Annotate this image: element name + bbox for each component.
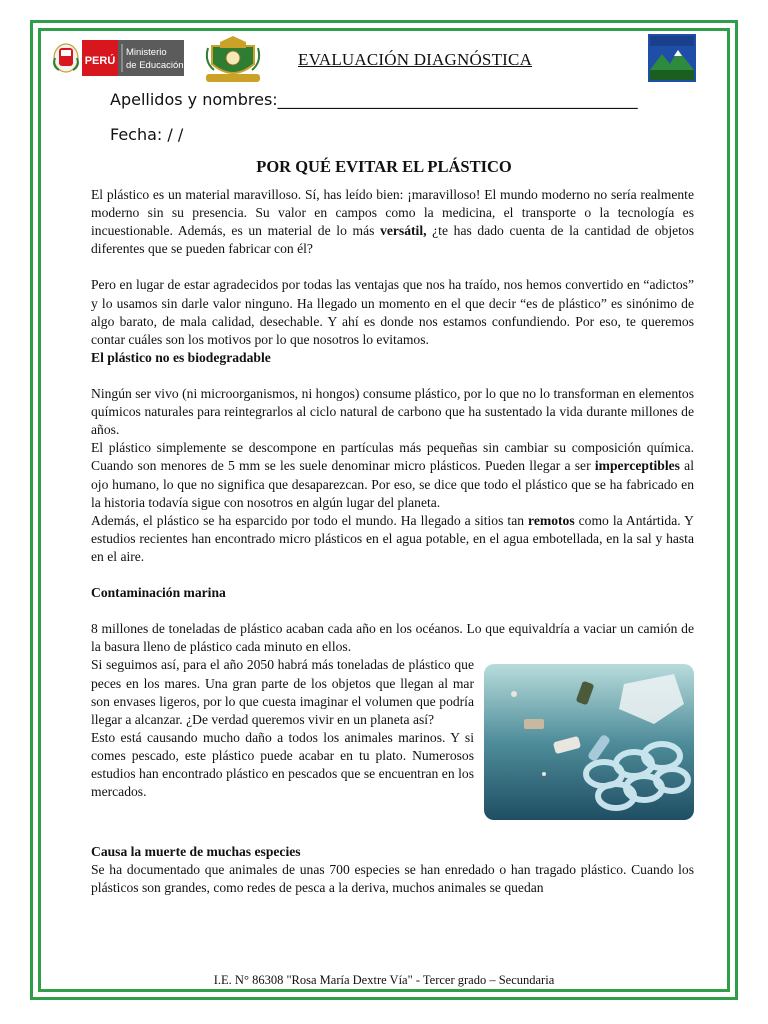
- school-crest-logo: [202, 34, 264, 84]
- section-heading-marine: Contaminación marina: [91, 585, 226, 601]
- logo-peru-text: PERÚ: [84, 55, 116, 67]
- peru-coat-of-arms-icon: [54, 44, 78, 72]
- footer-school-info: I.E. N° 86308 "Rosa María Dextre Vía" - Tercer grado – Secundaria: [213, 973, 555, 987]
- document-title: POR QUÉ EVITAR EL PLÁSTICO: [256, 157, 512, 176]
- institution-shield-logo: [648, 34, 696, 82]
- paragraph-6: 8 millones de toneladas de plástico acaban cada año en los océanos. Lo que equivaldría a vaciar un camión de la basura lleno de plástico cada minuto en ellos.: [91, 621, 694, 655]
- section-heading-species: Causa la muerte de muchas especies: [91, 843, 301, 859]
- page-heading: EVALUACIÓN DIAGNÓSTICA: [298, 50, 533, 69]
- document-body: [91, 186, 694, 897]
- header: [48, 34, 708, 84]
- paragraph-8: Esto está causando mucho daño a todos los animales marinos. Y si comes pescado, este plástico puede acabar en tu plato. Numerosos estudios han encontrado plástico en pescados que se encuentran en los mercados.: [91, 729, 474, 800]
- name-field[interactable]: Apellidos y nombres:_____________________________________________: [110, 90, 638, 109]
- logo-ministry-line1: Ministerio: [126, 47, 167, 58]
- ocean-plastic-illustration: [484, 664, 694, 820]
- paragraph-2: Pero en lugar de estar agradecidos por todas las ventajas que nos ha traído, nos hemos convertido en “adictos” y lo usamos sin darle valor ninguno. Ha llegado un momento en el que decir “es de plástico” es sinónimo de algo barato, de mala calidad, desechable. Y ahí es donde nos estamos confundiendo. Por eso, te queremos contar cuáles son los motivos por lo que nosotros lo evitamos.: [91, 277, 694, 347]
- peru-ministry-logo: [50, 38, 184, 78]
- paragraph-5: Además, el plástico se ha esparcido por todo el mundo. Ha llegado a sitios tan remotos como la Antártida. Y estudios recientes han encontrado micro plásticos en el agua potable, en el agua embotellada, en la sal y hasta en el aire.: [91, 512, 694, 564]
- logo-ministry-line2: de Educación: [126, 60, 184, 71]
- section-heading-biodegradable: El plástico no es biodegradable: [91, 349, 271, 365]
- paragraph-1: El plástico es un material maravilloso. Sí, has leído bien: ¡maravilloso! El mundo moderno no sería realmente moderno sin su presencia. Su valor en campos como la medicina, el transporte o la tecnología es incuestionable. Además, es un material de lo más versátil, ¿te has dado cuenta de la cantidad de objetos diferentes que se pueden fabricar con él?: [91, 187, 694, 257]
- paragraph-9: Se ha documentado que animales de unas 700 especies se han enredado o han tragado plástico. Cuando los plásticos son grandes, como redes de pesca a la deriva, muchos animales se quedan: [91, 861, 694, 895]
- paragraph-3: Ningún ser vivo (ni microorganismos, ni hongos) consume plástico, por lo que no lo transforman en elementos químicos naturales para reintegrarlos al ciclo natural de carbono que ha sustentado la vida durante millones de años.: [91, 386, 694, 438]
- paragraph-4: El plástico simplemente se descompone en partículas más pequeñas sin cambiar su composición química. Cuando son menores de 5 mm se les suele denominar micro plásticos. Pueden llegar a ser imperceptibles al ojo humano, lo que no significa que desaparezcan. Por eso, se dice que todo el plástico que se ha fabricado en la historia todavía sigue con nosotros en algún lugar del planeta.: [91, 440, 694, 510]
- paragraph-7: Si seguimos así, para el año 2050 habrá más toneladas de plástico que peces en los mares. Una gran parte de los objetos que llegan al mar son envases ligeros, por lo que cuesta imaginar el volumen que podría llegar a alcanzar. ¿De verdad queremos vivir en un planeta así?: [91, 657, 474, 727]
- date-field[interactable]: Fecha: / /: [110, 125, 184, 144]
